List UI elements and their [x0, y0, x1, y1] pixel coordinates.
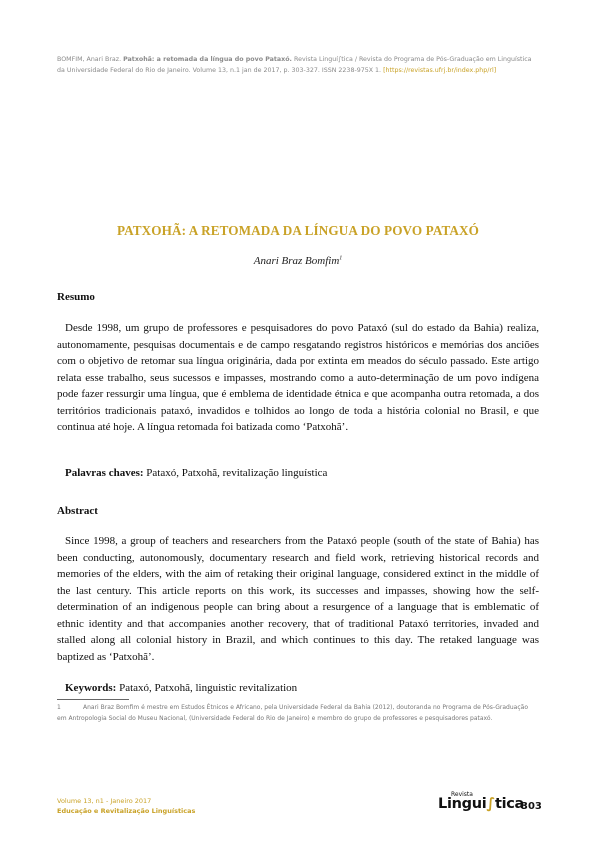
footer-issue-title: Educação e Revitalização Linguísticas: [57, 806, 196, 815]
footer-volume: Volume 13, n1 - Janeiro 2017: [57, 797, 152, 805]
footnote-divider: [57, 699, 129, 700]
abstract-heading: Abstract: [57, 505, 98, 517]
abstract-keywords: [65, 682, 297, 694]
logo-linguistica-text: Lingui∫tica: [438, 796, 525, 812]
citation-details: Revista Linguí∫tica / Revista do Programa de Pós-Graduação em Linguística da Universidade Federal do Rio de Janeiro. Volume 13, n.1 jan de 2017, p. 303-327. ISSN 2238-975X 1.: [57, 56, 532, 74]
footnote: [57, 703, 539, 724]
footnote-text: Anari Braz Bomfim é mestre em Estudos Étnicos e Africano, pela Universidade Federal da Bahia (2012), doutoranda no Programa de Pós-Graduação em Antropologia Social do Museu Nacional, (Universidade Federal do Rio de Janeiro) e membro do grupo de professores e pesquisadores pataxó.: [57, 704, 528, 722]
article-author: [57, 255, 539, 267]
citation-url[interactable]: [https://revistas.ufrj.br/index.php/rl]: [383, 66, 497, 74]
author-footnote-ref[interactable]: 1: [339, 255, 343, 262]
resumo-text: Desde 1998, um grupo de professores e pesquisadores do povo Pataxó (sul do estado da Bahia) realiza, autonomamente, pesquisas documentais e de campo resgatando registros históricos e memórias dos anciões com o objetivo de retomar sua língua originária, dada por extinta em meados do século passado. Este artigo relata esse trabalho, seus sucessos e impasses, mostrando como a auto-determinação de um povo indígena pode fazer ressurgir uma língua, que é emblema de identidade étnica e que acompanha outra retomada, a dos territórios tradicionais pataxó, invadidos e tolhidos ao longo de toda a história colonial no Brasil, e que continua até hoje. A língua retomada foi batizada como ‘Patxohã’.: [57, 322, 539, 433]
author-name: Anari Braz Bomfim: [253, 255, 340, 267]
page-number: 303: [521, 801, 542, 812]
citation-header: [57, 55, 539, 76]
resumo-heading: Resumo: [57, 291, 95, 303]
footnote-number: 1: [57, 704, 61, 711]
resumo-keywords-list: Pataxó, Patxohã, revitalização linguística: [146, 467, 328, 479]
resumo-keywords-label: Palavras chaves:: [65, 467, 144, 479]
logo-revista-text: Revista: [451, 791, 473, 798]
article-title: PATXOHÃ: A RETOMADA DA LÍNGUA DO POVO PATAXÓ: [116, 223, 480, 238]
citation-title: Patxohã: a retomada da língua do povo Pataxó.: [123, 56, 292, 63]
abstract-keywords-label: Keywords:: [65, 682, 117, 694]
abstract-keywords-list: Pataxó, Patxohã, linguistic revitalization: [119, 682, 298, 694]
resumo-keywords: [65, 467, 327, 479]
citation-author: BOMFIM, Anari Braz.: [57, 56, 122, 63]
footer-issue-info: [57, 797, 195, 816]
journal-logo: [438, 791, 525, 817]
abstract-text: Since 1998, a group of teachers and researchers from the Pataxó people (south of the state of Bahia) has been conducting, autonomously, documentary research and field work, retrieving historical records and memories of the elders, with the aim of retaking their original language, considered extinct in the middle of the last century. This article reports on this work, its successes and impasses, showing how the self-determination of an indigenous people can bring about a resurgence of a language that is emblematic of ethnic identity and that accompanies another recovery, that of traditional Pataxó territories, invaded and stalled along all colonial history in Brazil, and which continues to this day. The retaked language was baptized as ‘Patxohã’.: [57, 535, 539, 663]
